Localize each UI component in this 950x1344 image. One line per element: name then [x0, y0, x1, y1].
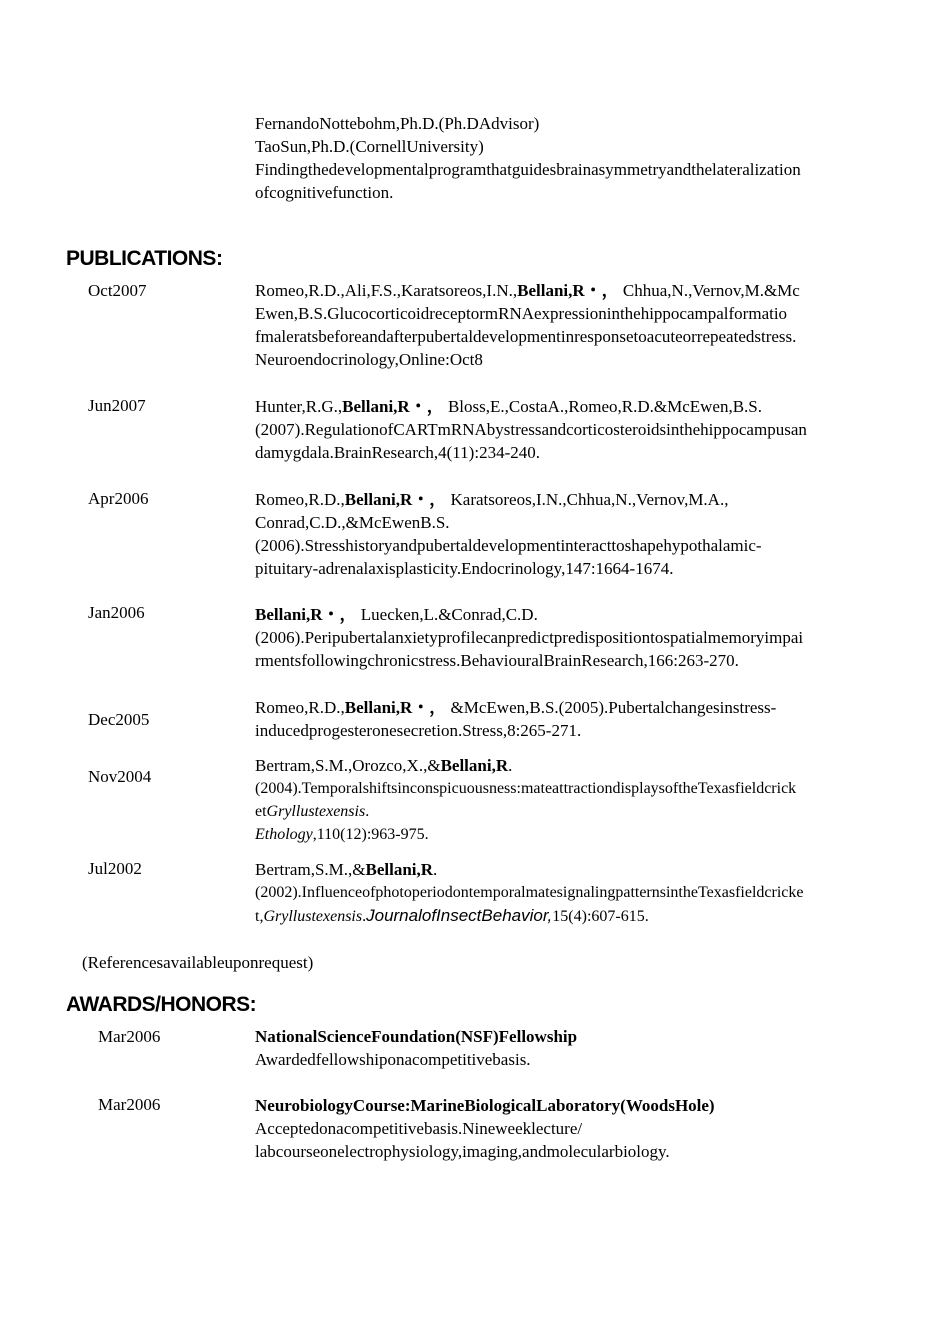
coauthors: . — [433, 860, 438, 879]
publication-date: Oct2007 — [88, 281, 147, 300]
publication-date: Apr2006 — [88, 489, 149, 508]
publications-heading: PUBLICATIONS: — [66, 247, 223, 270]
coauthors: Luecken,L.&Conrad,C.D. — [356, 605, 538, 624]
author-name: Bellani,R — [440, 756, 509, 775]
publication-date: Jun2007 — [88, 396, 146, 415]
coauthors: Karatsoreos,I.N.,Chhua,N.,Vernov,M.A., — [446, 490, 729, 509]
references-note: (Referencesavailableuponrequest) — [82, 953, 314, 972]
publication-date: Dec2005 — [88, 710, 150, 729]
citation-line: inducedprogesteronesecretion.Stress,8:265-271. — [255, 721, 582, 740]
coauthors: . — [508, 756, 513, 775]
citation-line: Conrad,C.D.,&McEwenB.S. — [255, 513, 450, 532]
author-name: Bellani,R — [365, 860, 434, 879]
award-date: Mar2006 — [98, 1027, 161, 1046]
author-name: Bellani,R・， — [517, 281, 619, 300]
author-name: Bellani,R・， — [344, 490, 447, 509]
coauthors: Romeo,R.D.,Ali,F.S.,Karatsoreos,I.N., — [255, 281, 518, 300]
coauthors: &McEwen,B.S.(2005).Pubertalchangesinstress- — [446, 698, 777, 717]
citation-line: Neuroendocrinology,Online:Oct8 — [255, 350, 483, 369]
coauthors: Chhua,N.,Vernov,M.&Mc — [618, 281, 800, 300]
awards-heading: AWARDS/HONORS: — [66, 993, 257, 1016]
author-name: Bellani,R・， — [255, 605, 357, 624]
publication-entry — [255, 395, 807, 464]
citation-line: fmaleratsbeforeandafterpubertaldevelopmentinresponsetoacuteorrepeatedstress. — [255, 327, 797, 346]
citation-line: (2004).Temporalshiftsinconspicuousness:mateattractiondisplaysoftheTexasfieldcrick — [255, 780, 797, 797]
citation-line: (2007).RegulationofCARTmRNAbystressandcorticosteroidsinthehippocampusan — [255, 420, 807, 439]
award-title: NationalScienceFoundation(NSF)Fellowship — [255, 1027, 578, 1046]
citation-line: rmentsfollowingchronicstress.BehaviouralBrainResearch,166:263-270. — [255, 651, 739, 670]
publication-date: Jul2002 — [88, 859, 142, 878]
citation-fragment: t, — [255, 908, 264, 925]
award-title: NeurobiologyCourse:MarineBiologicalLaboratory(WoodsHole) — [255, 1096, 715, 1115]
publication-date: Jan2006 — [88, 603, 145, 622]
coauthors: Romeo,R.D., — [255, 698, 345, 717]
citation-line: Ewen,B.S.GlucocorticoidreceptormRNAexpressioninthehippocampalformatio — [255, 304, 788, 323]
author-name: Bellani,R・， — [344, 698, 447, 717]
publication-date: Nov2004 — [88, 767, 152, 786]
citation-line: (2006).Peripubertalanxietyprofilecanpredictpredispositiontospatialmemoryimpai — [255, 628, 804, 647]
journal-name: Ethology — [255, 826, 313, 843]
citation-line: damygdala.BrainResearch,4(11):234-240. — [255, 443, 540, 462]
coauthors: Hunter,R.G., — [255, 397, 343, 416]
citation-fragment: . — [365, 803, 370, 820]
coauthors: Romeo,R.D., — [255, 490, 345, 509]
advisor-line: TaoSun,Ph.D.(CornellUniversity) — [255, 137, 484, 156]
species-name: Gryllustexensis — [263, 908, 363, 925]
species-name: Gryllustexensis — [266, 803, 366, 820]
citation-fragment: . — [362, 908, 367, 925]
award-entry — [255, 1025, 577, 1071]
coauthors: Bertram,S.M.,Orozco,X.,& — [255, 756, 441, 775]
award-description: Awardedfellowshiponacompetitivebasis. — [255, 1050, 531, 1069]
publication-entry — [255, 754, 796, 846]
citation-line: (2002).InfluenceofphotoperiodontemporalmatesignalingpatternsintheTexasfieldcricke — [255, 884, 804, 901]
award-entry — [255, 1094, 715, 1163]
citation-fragment: et — [255, 803, 267, 820]
advisor-line: FernandoNottebohm,Ph.D.(Ph.DAdvisor) — [255, 114, 540, 133]
award-description: Acceptedonacompetitivebasis.Nineweeklecture/ — [255, 1119, 583, 1138]
research-description: Findingthedevelopmentalprogramthatguidesbrainasymmetryandthelateralization — [255, 160, 801, 179]
citation-fragment: 15(4):607-615. — [552, 908, 649, 925]
coauthors: Bertram,S.M.,& — [255, 860, 366, 879]
publication-entry — [255, 603, 803, 672]
citation-line: (2006).Stresshistoryandpubertaldevelopmentinteracttoshapehypothalamic- — [255, 536, 762, 555]
author-name: Bellani,R・， — [342, 397, 444, 416]
journal-name: JournalofInsectBehavior, — [366, 906, 553, 925]
publication-entry — [255, 488, 762, 580]
research-description: ofcognitivefunction. — [255, 183, 394, 202]
award-date: Mar2006 — [98, 1095, 161, 1114]
citation-line: pituitary-adrenalaxisplasticity.Endocrinology,147:1664-1674. — [255, 559, 674, 578]
advisor-block — [255, 112, 801, 204]
award-description: labcourseonelectrophysiology,imaging,andmolecularbiology. — [255, 1142, 670, 1161]
publication-entry — [255, 858, 803, 928]
publication-entry — [255, 279, 800, 371]
coauthors: Bloss,E.,CostaA.,Romeo,R.D.&McEwen,B.S. — [443, 397, 762, 416]
citation-fragment: ,110(12):963-975. — [312, 826, 429, 843]
publication-entry — [255, 696, 776, 742]
